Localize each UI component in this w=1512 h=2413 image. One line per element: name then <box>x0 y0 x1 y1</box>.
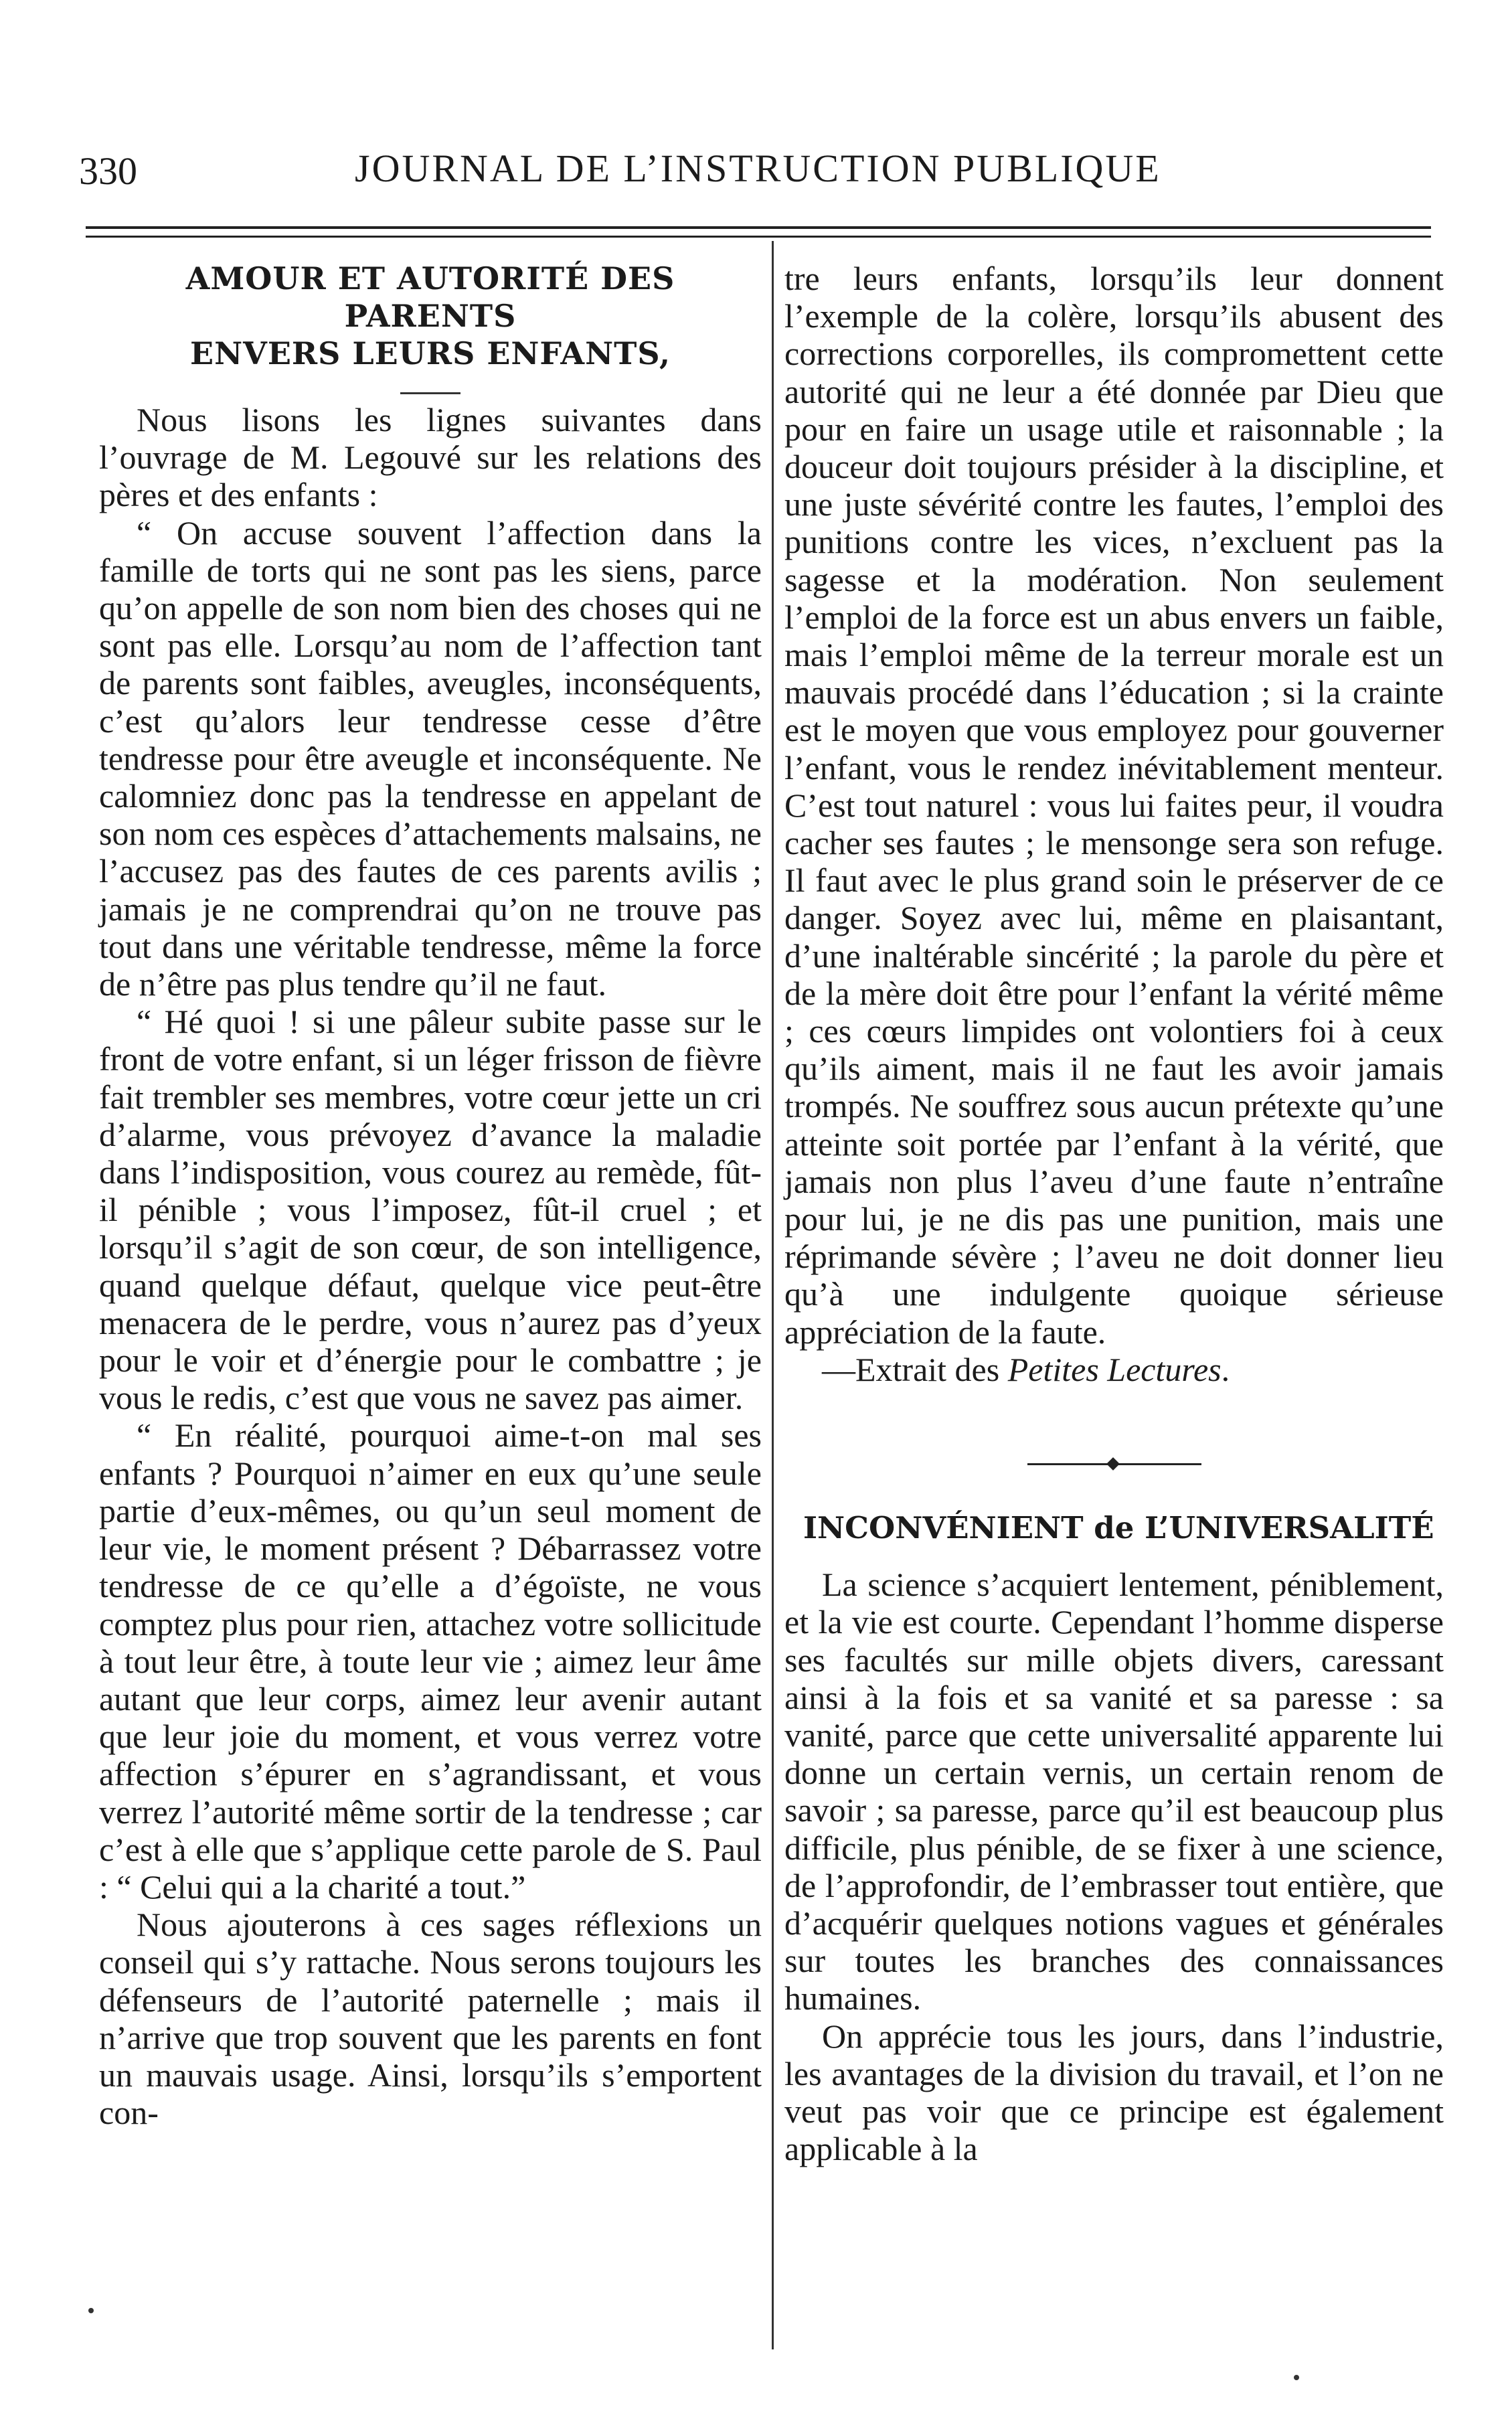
paragraph-continuation: tre leurs enfants, lorsqu’ils leur donnent l’exemple de la colère, lorsqu’ils abusent des corrections corporelles, ils compromettent cette autorité qui ne leur a été donnée par Dieu que pour en faire un usage utile et raisonnable ; la douceur doit toujours présider à la discipline, et une juste sévérité contre les fautes, l’emploi des punitions contre les vices, n’excluent pas la sagesse et la modération. Non seulement l’emploi de la force est un abus envers un faible, mais l’emploi même de la terreur morale est un mauvais procédé dans l’éducation ; si la crainte est le moyen que vous employez pour gouverner l’enfant, vous le rendez inévitablement menteur. C’est tout naturel : vous lui faites peur, il voudra cacher ses fautes ; le mensonge sera son refuge. Il faut avec le plus grand soin le préserver de ce danger. Soyez avec lui, même en plaisantant, d’une inaltérable sincérité ; la parole du père et de la mère doit être pour l’enfant la vérité même ; ces cœurs limpides ont volontiers foi à ceux qu’ils aiment, mais il ne faut les avoir jamais trompés. Ne souffrez sous aucun prétexte qu’une atteinte soit portée par l’enfant à la vérité, que jamais non plus l’aveu d’une faute n’entraîne pour lui, je ne dis pas une punition, mais une réprimande sévère ; l’aveu ne doit donner lieu qu’à une indulgente quoique sérieuse appréciation de la faute. <box>784 260 1444 1351</box>
paragraph: Nous lisons les lignes suivantes dans l’ouvrage de M. Legouvé sur les relations des pères et des enfants : <box>99 401 762 514</box>
ornament-diamond-icon <box>1106 1457 1120 1471</box>
paragraph: “ Hé quoi ! si une pâleur subite passe sur le front de votre enfant, si un léger frisson de fièvre fait trembler ses membres, votre cœur jette un cri d’alarme, vous prévoyez d’avance la maladie dans l’indisposition, vous courez au remède, fût-il pénible ; vous l’imposez, fût-il cruel ; et lorsqu’il s’agit de son cœur, de son intelligence, quand quelque défaut, quelque vice peut-être menacera de le perdre, vous n’aurez pas d’yeux pour le voir et d’énergie pour le combattre ; je vous le redis, c’est que vous ne savez pas aimer. <box>99 1003 762 1417</box>
running-title: JOURNAL DE L’INSTRUCTION PUBLIQUE <box>355 147 1161 190</box>
section-ornament <box>1027 1459 1201 1469</box>
header-rule-secondary <box>86 236 1431 238</box>
article-title: INCONVÉNIENT de L’UNIVERSALITÉ <box>803 1510 1434 1546</box>
source-citation <box>784 1351 1444 1388</box>
header-rule <box>86 226 1431 229</box>
right-column <box>784 260 1444 2167</box>
source-suffix: . <box>1221 1350 1230 1388</box>
paragraph: “ On accuse souvent l’affection dans la famille de torts qui ne sont pas les siens, parce qu’on appelle de son nom bien des choses qui ne sont pas elle. Lorsqu’au nom de l’affection tant de parents sont faibles, aveugles, inconséquents, c’est qu’alors leur tendresse cesse d’être tendresse pour être aveugle et inconséquente. Ne calomniez donc pas la tendresse en appelant de son nom ces espèces d’attachements malsains, ne l’accusez pas des fautes de ces parents avilis ; jamais je ne comprendrai qu’on ne trouve pas tout dans une véritable tendresse, même la force de n’être pas plus tendre qu’il ne faut. <box>99 513 762 1003</box>
left-column <box>99 260 762 2131</box>
paragraph: Nous ajouterons à ces sages réflexions un conseil qui s’y rattache. Nous serons toujours les défenseurs de l’autorité paternelle ; mais il n’arrive que trop souvent que les parents en font un mauvais usage. Ainsi, lorsqu’ils s’emportent con- <box>99 1906 762 2132</box>
page-number: 330 <box>79 149 137 193</box>
column-divider <box>772 241 774 2349</box>
paragraph: “ En réalité, pourquoi aime-t-on mal ses enfants ? Pourquoi n’aimer en eux qu’une seule partie d’eux-mêmes, ou qu’un seul moment de leur vie, le moment présent ? Débarrassez votre tendresse de ce qu’elle a d’égoïste, ne vous comptez plus pour rien, attachez votre sollicitude à tout leur être, à toute leur vie ; aimez leur âme autant que leur corps, aimez leur avenir autant que leur joie du moment, et vous verrez votre affection s’épurer en s’agrandissant, et vous verrez l’autorité même sortir de la tendresse ; car c’est à elle que s’applique cette parole de S. Paul : “ Celui qui a la charité a tout.” <box>99 1416 762 1906</box>
print-speck <box>88 2308 94 2313</box>
print-speck <box>1294 2375 1299 2380</box>
paragraph: La science s’acquiert lentement, péniblement, et la vie est courte. Cependant l’homme disperse ses facultés sur mille objets divers, caressant ainsi à la fois et sa vanité et sa paresse : sa vanité, parce que cette universalité apparente lui donne un certain vernis, un certain renom de savoir ; sa paresse, parce qu’il est beaucoup plus difficile, plus pénible, de se fixer à une science, de l’approfondir, de l’embrasser tout entière, que d’acquérir quelques notions vagues et générales sur toutes les branches des connaissances humaines. <box>784 1566 1444 2017</box>
article-title-line-1: AMOUR ET AUTORITÉ DES PARENTS <box>185 260 675 334</box>
source-prefix: —Extrait des <box>822 1350 1008 1388</box>
title-rule <box>400 392 460 394</box>
article-title-line-2: ENVERS LEURS ENFANTS, <box>190 335 671 371</box>
paragraph: On apprécie tous les jours, dans l’industrie, les avantages de la division du travail, et l’on ne veut pas voir que ce principe est également applicable à la <box>784 2017 1444 2168</box>
article-title <box>99 260 762 372</box>
source-title: Petites Lectures <box>1007 1350 1222 1388</box>
